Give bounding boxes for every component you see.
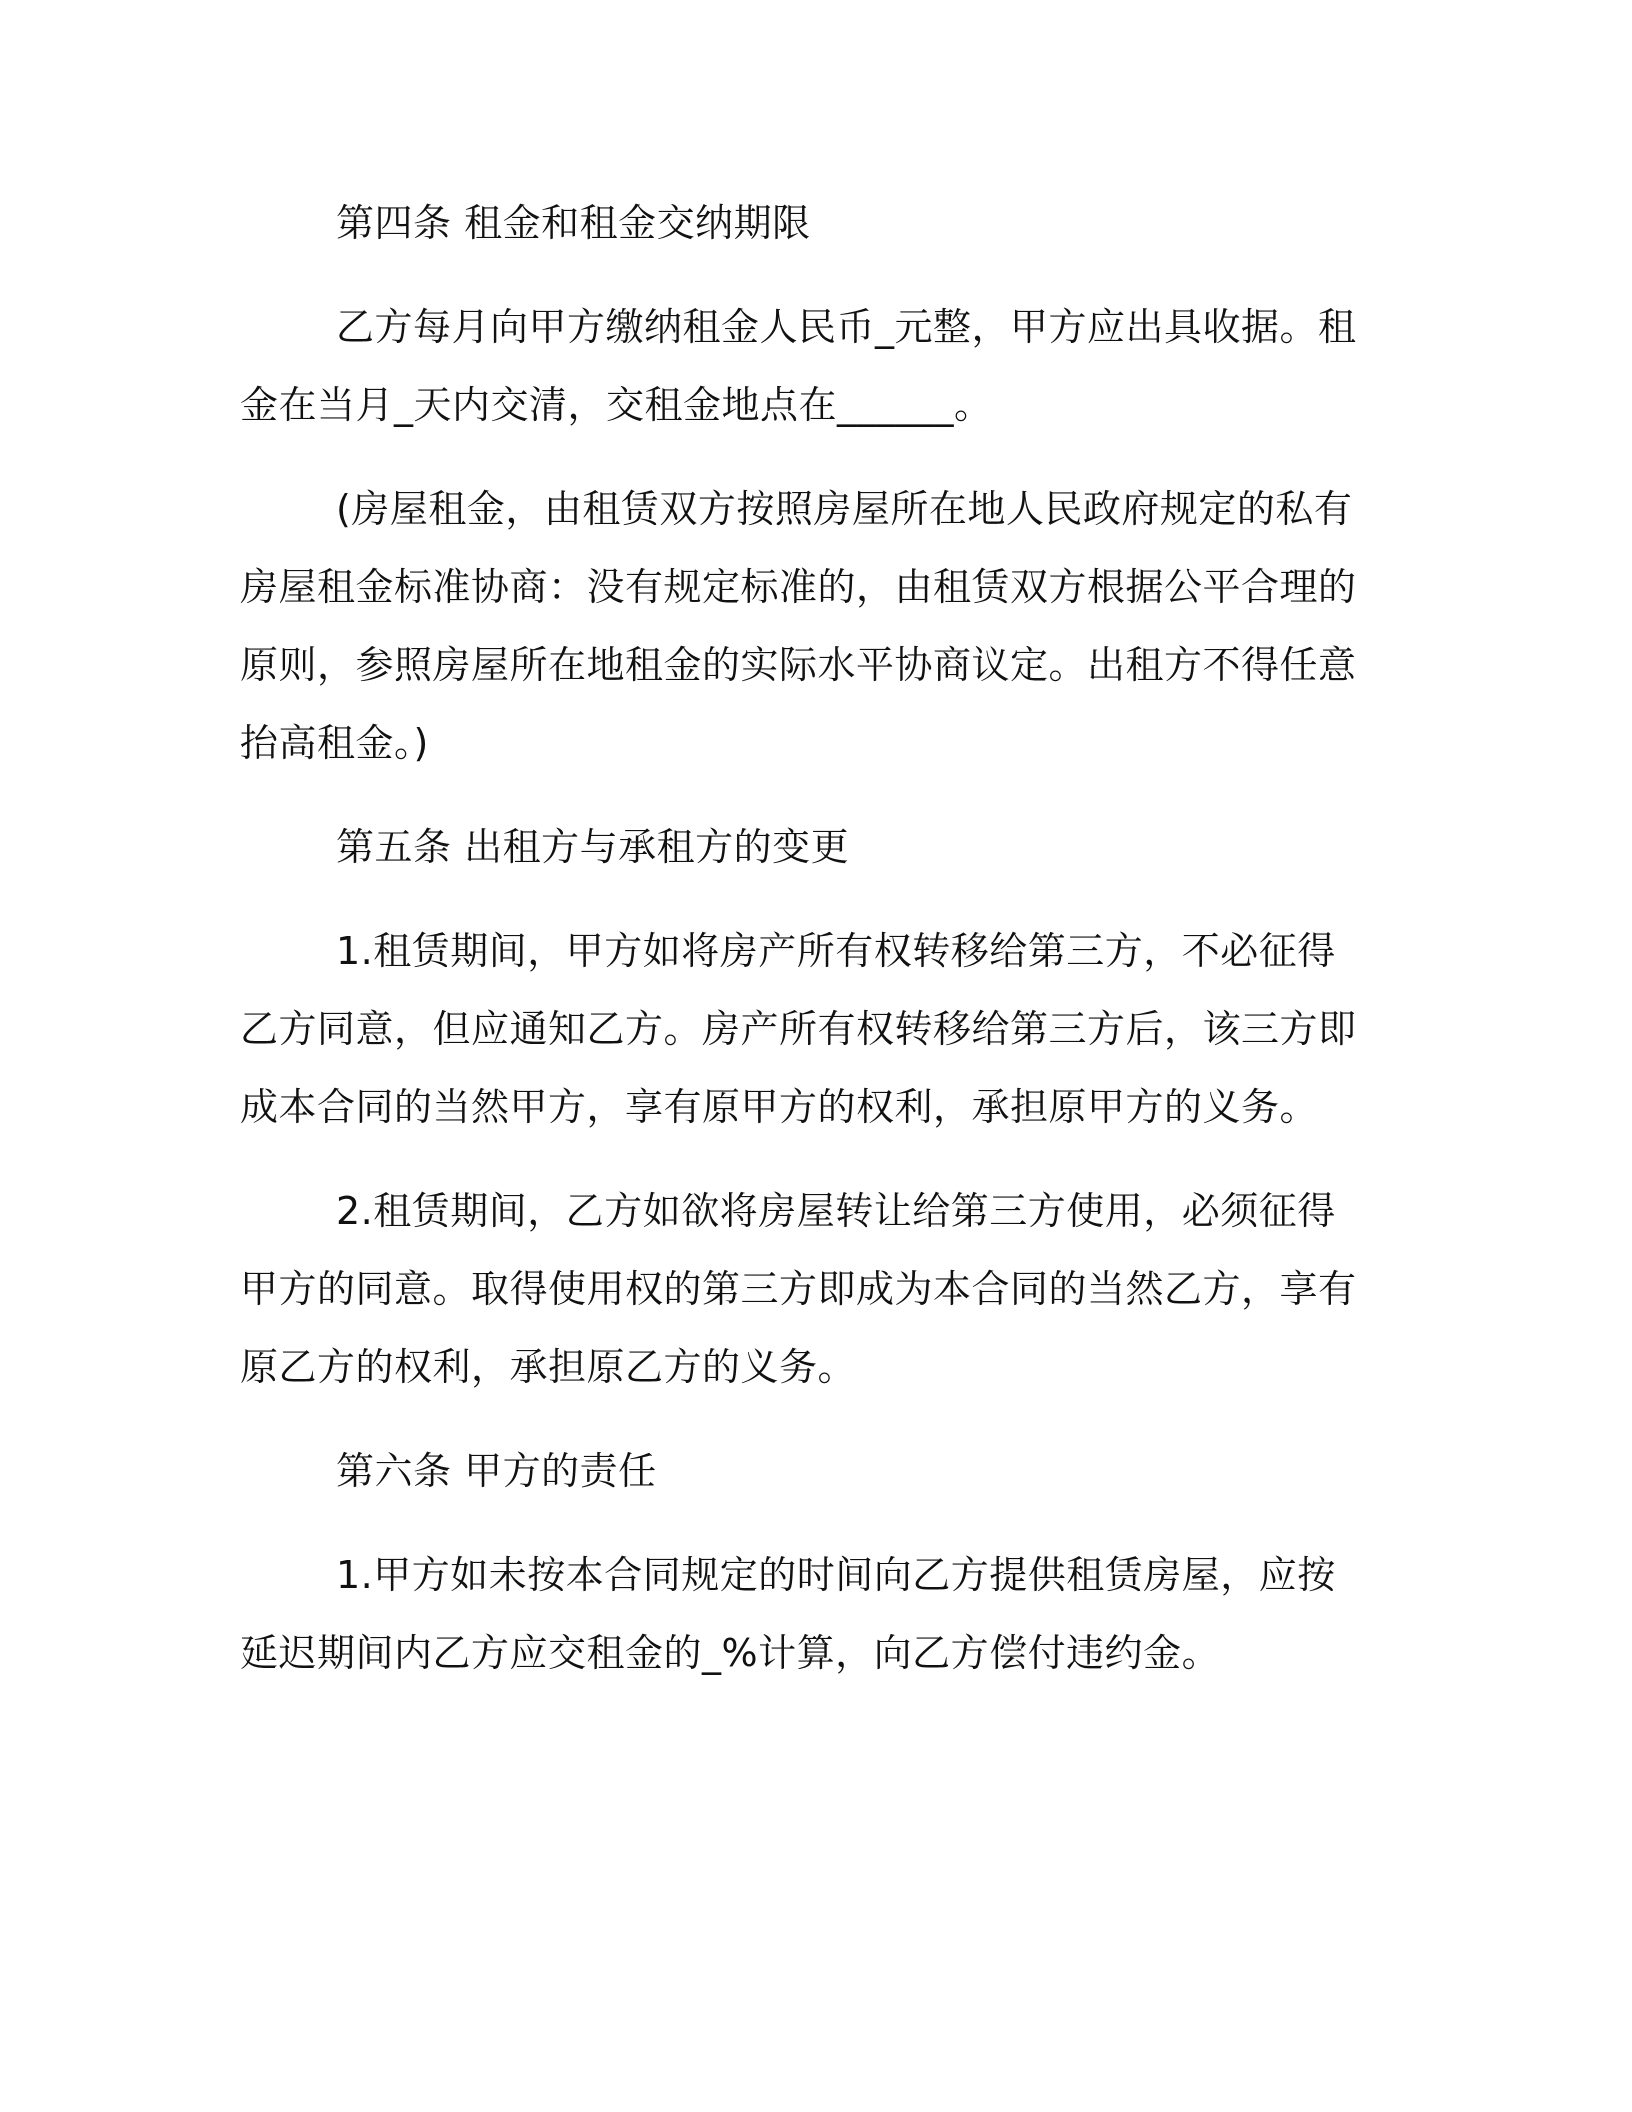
article-5-paragraph-1: 1.租赁期间，甲方如将房产所有权转移给第三方，不必征得乙方同意，但应通知乙方。房产所有权转移给第三方后，该三方即成本合同的当然甲方，享有原甲方的权利，承担原甲方的义务。 bbox=[240, 929, 1357, 1129]
document-body bbox=[240, 184, 1370, 1718]
article-6-paragraph-1: 1.甲方如未按本合同规定的时间向乙方提供租赁房屋，应按延迟期间内乙方应交租金的_%计算，向乙方偿付违约金。 bbox=[240, 1553, 1336, 1675]
article-5-heading: 第五条 出租方与承租方的变更 bbox=[336, 825, 850, 869]
article-5-paragraph-2: 2.租赁期间，乙方如欲将房屋转让给第三方使用，必须征得甲方的同意。取得使用权的第三方即成为本合同的当然乙方，享有原乙方的权利，承担原乙方的义务。 bbox=[240, 1189, 1357, 1389]
article-4-heading: 第四条 租金和租金交纳期限 bbox=[336, 201, 811, 245]
article-4-paragraph-1: 乙方每月向甲方缴纳租金人民币_元整，甲方应出具收据。租金在当月_天内交清，交租金地点在______。 bbox=[240, 305, 1357, 427]
article-6-heading: 第六条 甲方的责任 bbox=[336, 1449, 657, 1493]
article-4-paragraph-2: (房屋租金，由租赁双方按照房屋所在地人民政府规定的私有房屋租金标准协商：没有规定标准的，由租赁双方根据公平合理的原则，参照房屋所在地租金的实际水平协商议定。出租方不得任意抬高租金。) bbox=[240, 487, 1357, 765]
